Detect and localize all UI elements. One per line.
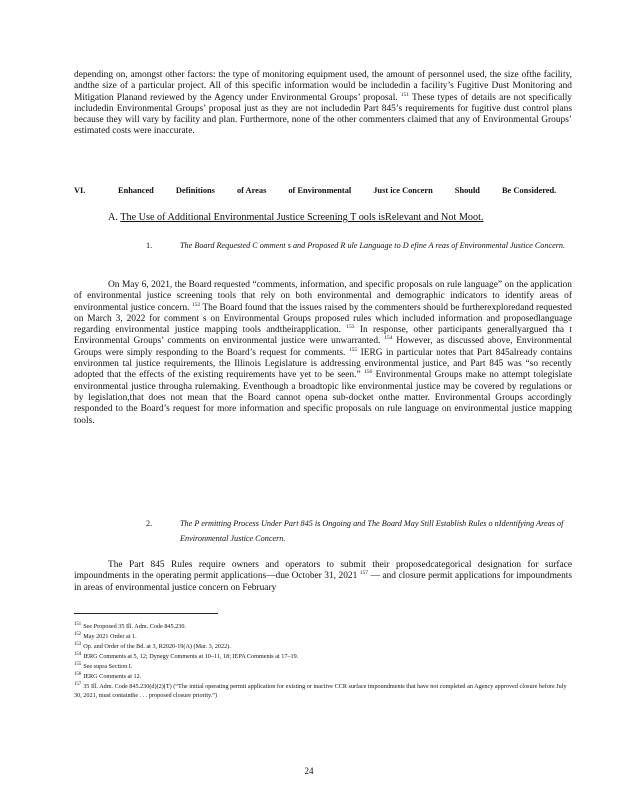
section-heading-vi: VI. Enhanced Definitions of Areas of Environmental Just ice Concern Should Be Considered. (74, 186, 557, 195)
footnote-ref[interactable]: 156 (363, 369, 373, 376)
subsection-heading-a: A. The Use of Additional Environmental Justice Screening T ools isRelevant and Not Moot. (108, 212, 484, 223)
footnote-ref[interactable]: 155 (348, 346, 358, 353)
footnote-divider (74, 613, 218, 614)
footnote: $^{153}$ Op. and Order of the Bd. at 3, R2020-19(A) (Mar. 3, 2022). (74, 642, 231, 651)
footnote: $^{152}$ May 2021 Order at 1. (74, 632, 137, 641)
footnote: $^{154}$ IERG Comments at 5, 12; Dynegy Comments at 10–11, 18; IEPA Comments at 17–19. (74, 652, 299, 661)
footnote-ref[interactable]: 152 (191, 301, 201, 308)
subheading-1: 1. The Board Requested C omment s and Proposed R ule Language to D efine A reas of Environmental Justice Concern. (146, 241, 566, 250)
paragraph-permitting-process: The Part 845 Rules require owners and operators to submit their proposedcategorical designation for surface impoundments in the operating permit applications—due October 31, 2021 $^{157}$ — and closure permit applications for impoundments in areas of environmental justice concern on February (74, 560, 573, 593)
paragraph-board-request: On May 6, 2021, the Board requested “comments, information, and specific proposals on rule language” on the application of environmental justice screening tools that rely on both environmental and demographic indicators to identify areas of environmental justice concern. $^{152}$ The Board found that the issues raised by the commenters should be furtherexploredand requested on March 3, 2022 for comment s on Environmental Groups proposed rules which included information and proposedlanguage regarding environmental justice mapping tools andtheirapplication. $^{153}$ In response, other participants generallyargued tha t Environmental Groups’ comments on environmental justice were unwarranted. $^{154}$ However, as discussed above, Environmental Groups were simply responding to the Board’s request for comments. $^{155}$ IERG in particular notes that Part 845already contains environmen tal justice requirements, the Illinois Legislature is addressing environmental justice, and Part 845 was “so recently adopted that the effects of the existing requirements have yet to be seen.” $^{156}$ Environmental Groups make no attempt tolegislate environmental justice througha rulemaking. Eventhough a broadtopic like environmental justice may be covered by regulations or by legislation,that does not mean that the Board cannot opena sub-docket onthe matter. Environmental Groups accordingly responded to the Board’s request for more information and specific proposals on rule language on environmental justice mapping tools. (74, 280, 573, 426)
footnote: $^{157}$ 35 Ill. Adm. Code 845.230(d)(2)(T) (“The initial operating permit application for existing or inactive CCR surface impoundments that have not completed an Agency approved closure before July 30, 2021, must containthe . . . proposed closure priority.”) (74, 682, 567, 700)
footnote: $^{155}$ See supra Section I. (74, 662, 133, 671)
footnote-ref[interactable]: 157 (359, 570, 369, 577)
footnote: $^{151}$ See Proposed 35 Ill. Adm. Code 845.230. (74, 622, 186, 631)
subheading-2: 2. The P ermitting Process Under Part 845 is Ongoing and The Board May Still Establish Rules o nIdentifying Areas of Environmental Justice Concern. (146, 519, 564, 543)
footnote-ref[interactable]: 153 (346, 324, 355, 331)
footnote: $^{156}$ IERG Comments at 12. (74, 672, 142, 681)
footnote-ref[interactable]: 151 (400, 91, 410, 98)
footnote-ref[interactable]: 154 (384, 335, 393, 342)
paragraph-cost-estimates: depending on, amongst other factors: the type of monitoring equipment used, the amount of personnel used, the size ofthe facility, andthe size of a particular project. All of this specific information would be includedin a facility’s Fugitive Dust Monitoring and Mitigation Planand reviewed by the Agency under Environmental Groups’ proposal. $^{151}$ These types of details are not specifically includedin Environmental Groups’ proposal just as they are not includedin Part 845’s requirements for fugitive dust control plans because they will vary by facility and plan. Furthermore, none of the other commenters claimed that any of Environmental Groups’ estimated costs were inaccurate. (74, 70, 572, 137)
page-number: 24 (304, 766, 314, 776)
